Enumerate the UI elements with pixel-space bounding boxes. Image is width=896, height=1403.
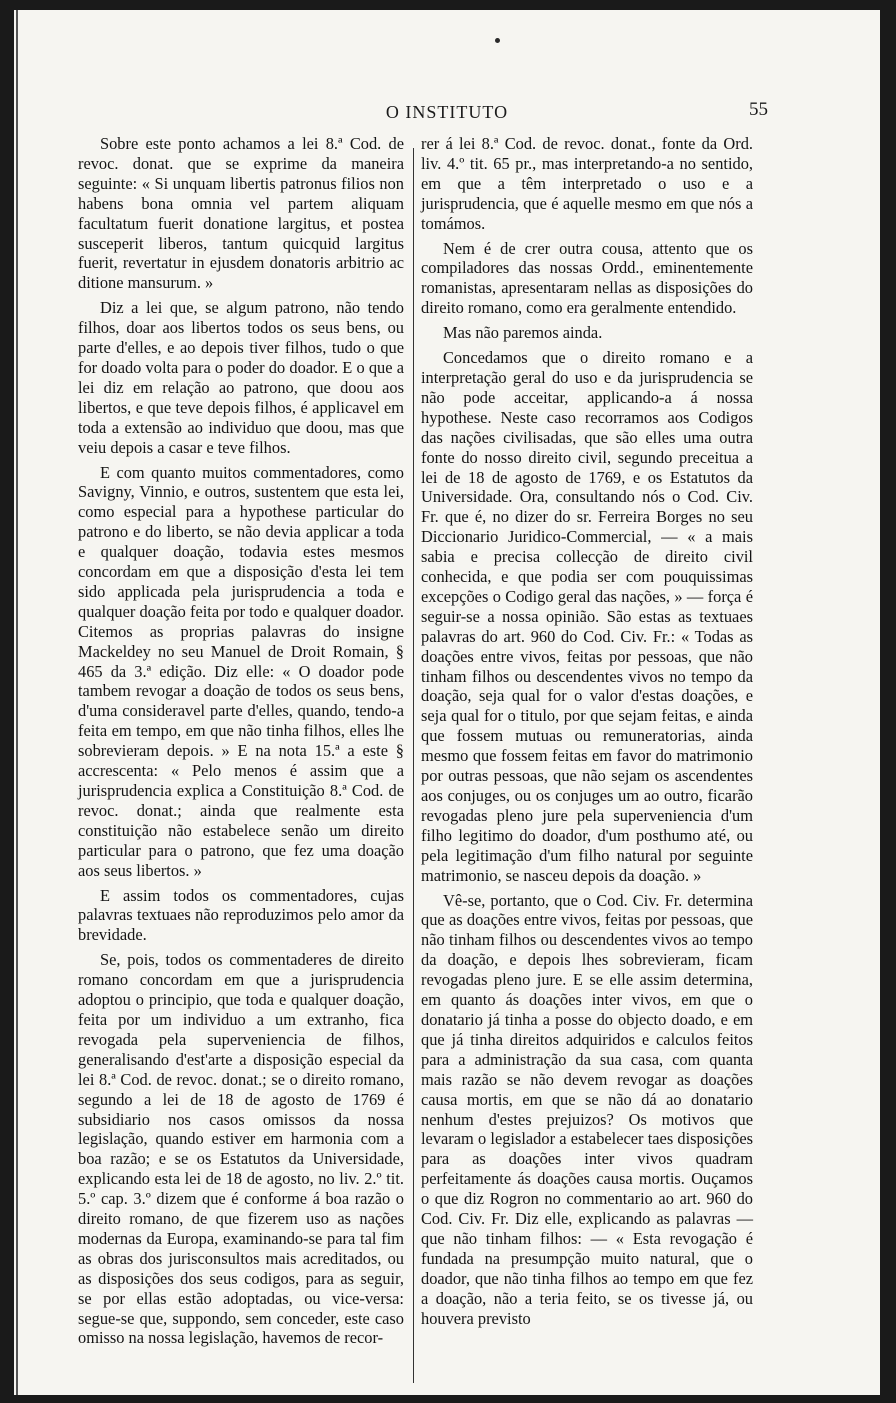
- paragraph: Concedamos que o direito romano e a interpretação geral do uso e da jurisprudencia se não pode acceitar, applicando-a á nossa hypothese. Neste caso recorramos aos Codigos das nações civilisadas, que são elles uma outra fonte do nosso direito civil, segundo preceitua a lei de 18 de agosto de 1769, e os Estatutos da Universidade. Ora, consultando nós o Cod. Civ. Fr. que é, no dizer do sr. Ferreira Borges no seu Diccionario Juridico-Commercial, — « a mais sabia e precisa collecção de direito civil conhecida, e que podia ser com pouquissimas excepções o Codigo geral das nações, » — força é seguir-se a nossa opinião. São estas as textuaes palavras do art. 960 do Cod. Civ. Fr.: « Todas as doações entre vivos, feitas por pessoas, que não tinham filhos ou descendentes vivos no tempo da doação, seja qual for o valor d'estas doações, e seja qual for o titulo, por que sejam feitas, e ainda que fossem mutuas ou remuneratorias, ainda mesmo que fossem feitas em favor do matrimonio por outras pessoas, que não sejam os ascendentes aos conjuges, ou os conjuges um ao outro, ficarão revogadas pleno jure pela superveniencia d'um filho legitimo do doador, d'um posthumo até, ou pela legitimação d'um filho natural por seguinte matrimonio, se nasceu depois da doação. »: [421, 348, 753, 885]
- paragraph: Vê-se, portanto, que o Cod. Civ. Fr. determina que as doações entre vivos, feitas por pessoas, que não tinham filhos ou descendentes vivos ao tempo da doação, e depois lhes sobrevieram, ficam revogadas pleno jure. E se elle assim determina, em quanto ás doações inter vivos, em que o donatario já tinha a posse do objecto doado, e em que já tinha direitos adquiridos e calculos feitos para a administração da sua casa, com quanta mais razão se não devem revogar as doações causa mortis, em que se não dá ao donatario nenhum d'estes prejuizos? Os motivos que levaram o legislador a estabelecer taes disposições para as doações inter vivos quadram perfeitamente ás doações causa mortis. Ouçamos o que diz Rogron no commentario ao art. 960 do Cod. Civ. Fr. Diz elle, explicando as palavras — que não tinham filhos: — « Esta revogação é fundada na presumpção muito natural, que o doador, que não tinha filhos ao tempo em que fez a doação, não a teria feito, se os tivesse já, ou houvera previsto: [421, 890, 753, 1328]
- page-number: 55: [749, 99, 768, 120]
- paragraph: Sobre este ponto achamos a lei 8.ª Cod. de revoc. donat. que se exprime da maneira seguinte: « Si unquam libertis patronus filios non habens bona omnia vel partem aliquam facultatum fuerit donatione largitus, et postea susceperit liberos, tantum quicquid largitus fuerit, revertatur in ejusdem donatoris arbitrio ac ditione mansurum. »: [78, 134, 404, 293]
- paragraph: Diz a lei que, se algum patrono, não tendo filhos, doar aos libertos todos os seus bens, ou parte d'elles, e ao depois tiver filhos, tudo o que for doado volta para o poder do doador. E o que a lei diz em relação ao patrono, que doou aos libertos, e que teve depois filhos, é applicavel em toda a extensão ao individuo que doou, mas que veiu depois a casar e teve filhos.: [78, 298, 404, 457]
- paragraph: E com quanto muitos commentadores, como Savigny, Vinnio, e outros, sustentem que esta lei, como especial para a hypothese particular do patrono e do liberto, se não devia applicar a toda e qualquer doação, todavia estes mesmos concordam em que a disposição d'esta lei tem sido applicada pela jurisprudencia a toda e qualquer doação feita por todo e qualquer doador. Citemos as proprias palavras do insigne Mackeldey no seu Manuel de Droit Romain, § 465 da 3.ª edição. Diz elle: « O doador pode tambem revogar a doação de todos os seus bens, d'uma consideravel parte d'elles, quando, tendo-a feita em tempo, em que não tinha filhos, elles lhe sobrevieram depois. » E na nota 15.ª a este § accrescenta: « Pelo menos é assim que a jurisprudencia explica a Constituição 8.ª Cod. de revoc. donat.; ainda que realmente esta constituição não estabelece senão um direito particular para o patrono, que fez uma doação aos seus libertos. »: [78, 462, 404, 880]
- ink-dot: [495, 38, 500, 43]
- running-title: O INSTITUTO: [385, 102, 509, 122]
- paragraph: Nem é de crer outra cousa, attento que os compiladores das nossas Ordd., eminentemente romanistas, apresentaram nellas as disposições do direito romano, como era geralmente entendido.: [421, 238, 753, 318]
- paragraph: Mas não paremos ainda.: [443, 323, 603, 343]
- right-column: [421, 134, 753, 1333]
- paragraph: Se, pois, todos os commentaderes de direito romano concordam em que a jurisprudencia adoptou o principio, que toda e qualquer doação, feita por um individuo a um extranho, fica revogada pela superveniencia de filhos, generalisando d'est'arte a disposição especial da lei 8.ª Cod. de revoc. donat.; se o direito romano, segundo a lei de 18 de agosto de 1769 é subsidiario nos casos omissos da nossa legislação, quando estiver em harmonia com a boa razão; e se os Estatutos da Universidade, explicando esta lei de 18 de agosto, no liv. 2.º tit. 5.º cap. 3.º dizem que é conforme á boa razão o direito romano, de que fizerem uso as nações modernas da Europa, examinando-se para tal fim as obras dos jurisconsultos mais acreditados, ou as disposições dos seus codigos, para as seguir, se por ellas estão adoptadas, ou vice-versa: segue-se que, suppondo, sem conceder, este caso omisso na nossa legislação, havemos de recor-: [78, 950, 404, 1348]
- page-edge: [16, 10, 18, 1395]
- page: [14, 10, 880, 1395]
- left-column: [78, 134, 404, 1353]
- column-rule: [413, 148, 414, 1383]
- running-header: [14, 99, 880, 124]
- paragraph: E assim todos os commentadores, cujas palavras textuaes não reproduzimos pelo amor da brevidade.: [78, 885, 404, 945]
- paragraph: rer á lei 8.ª Cod. de revoc. donat., fonte da Ord. liv. 4.º tit. 65 pr., mas interpretando-a no sentido, em que a têm interpretado o uso e a jurisprudencia, que é aquelle mesmo em que nós a tomámos.: [421, 134, 753, 233]
